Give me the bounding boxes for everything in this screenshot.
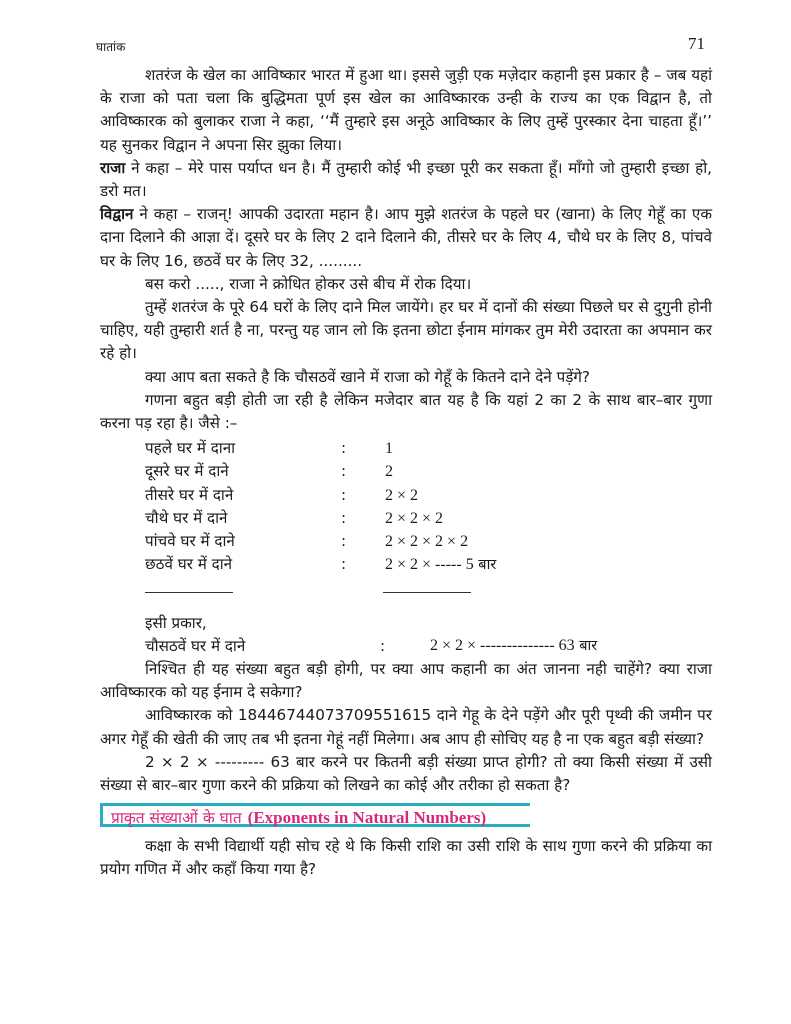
blank-line — [383, 582, 471, 593]
section-heading-box — [100, 803, 530, 827]
paragraph-intro: शतरंज के खेल का आविष्कार भारत में हुआ था। इससे जुड़ी एक मज़ेदार कहानी इस प्रकार है – जब यहां के राजा को पता चला कि बुद्धिमता पूर्ण इस खेल का आविष्कारक उन्ही के राज्य का एक विद्वान है, तो आविष्कारक को बुलाकर राजा ने कहा, ‘‘मैं तुम्हारे इस अनूठे आविष्कार के लिए तुम्हें पुरस्कार देना चाहता हूँ।’’ यह सुनकर विद्वान ने अपना सिर झुका लिया। — [100, 66, 712, 154]
scholar-speech: ने कहा – राजन्! आपकी उदारता महान है। आप मुझे शतरंज के पहले घर (खाना) के लिए गेहूँ का एक दाना दिलाने की आज्ञा दें। दूसरे घर के लिए 2 दाने दिलाने की, तीसरे घर के लिए 4, चौथे घर के लिए 8, पांचवे घर के लिए 16, छठवें घर के लिए 32, ......... — [100, 205, 712, 270]
speaker-king: राजा — [100, 158, 126, 177]
table-row: पांचवे घर में दाने : 2 × 2 × 2 × 2 — [145, 532, 469, 550]
chapter-title: घातांक — [96, 40, 126, 54]
table-row-last: चौसठवें घर में दाने : 2 × 2 × -------------- 63 बार — [145, 636, 598, 655]
king-speech: ने कहा – मेरे पास पर्याप्त धन है। मैं तुम्हारी कोई भी इच्छा पूरी कर सकता हूँ। माँगो जो तुम्हारी इच्छा हो, डरो मत। — [100, 158, 712, 201]
paragraph-calculation: गणना बहुत बड़ी होती जा रही है लेकिन मजेदार बात यह है कि यहां 2 का 2 के साथ बार–बार गुणा करना पड़ रहा है। जैसे :– — [100, 390, 712, 433]
blank-line — [145, 582, 233, 593]
grain-table — [145, 437, 712, 576]
section-heading-hindi: प्राकृत संख्याओं के घात — [111, 809, 242, 828]
table-row: छठवें घर में दाने : 2 × 2 × ----- 5 बार — [145, 555, 497, 574]
similarly-text: इसी प्रकार, — [145, 613, 207, 632]
paragraph-king — [100, 157, 712, 203]
paragraph-scholar — [100, 203, 712, 273]
page-body — [100, 64, 712, 882]
table-row: पहले घर में दाना : 1 — [145, 439, 393, 458]
page-number: 71 — [688, 34, 705, 53]
paragraph-big-number: आविष्कारक को 18446744073709551615 दाने गेहू के देने पड़ेंगे और पूरी पृथ्वी की जमीन पर अगर गेहूँ की खेती की जाए तब भी इतना गेहूं नहीं मिलेगा। अब आप ही सोचिए यह है ना एक बहुत बड़ी संख्या? — [100, 706, 712, 748]
blank-lines — [145, 576, 712, 599]
section-heading — [100, 803, 712, 829]
table-row: चौथे घर में दाने : 2 × 2 × 2 — [145, 508, 444, 527]
paragraph-condition: तुम्हें शतरंज के पूरे 64 घरों के लिए दाने मिल जायेंगे। हर घर में दानों की संख्या पिछले घर से दुगुनी होनी चाहिए, यही तुम्हारी शर्त है ना, परन्तु यह जान लो कि इतना छोटा ईनाम मांगकर तुम मेरी उदारता का अपमान कर रहे हो। — [100, 298, 712, 363]
paragraph-stop: बस करो ....., राजा ने क्रोधित होकर उसे बीच में रोक दिया। — [145, 274, 472, 293]
paragraph-question: क्या आप बता सकते है कि चौसठवें खाने में राजा को गेहूँ के कितने दाने देने पड़ेंगे? — [145, 367, 590, 386]
table-row: तीसरे घर में दाने : 2 × 2 — [145, 485, 419, 504]
speaker-scholar: विद्वान — [100, 205, 134, 224]
paragraph-conclusion: निश्चित ही यह संख्या बहुत बड़ी होगी, पर क्या आप कहानी का अंत जानना नही चाहेंगे? क्या राजा आविष्कारक को यह ईनाम दे सकेगा? — [100, 659, 712, 702]
table-row: दूसरे घर में दाने : 2 — [145, 462, 393, 481]
section-heading-english: (Exponents in Natural Numbers) — [247, 808, 487, 828]
paragraph-repeated-multiplication: 2 × 2 × --------- 63 बार करने पर कितनी बड़ी संख्या प्राप्त होगी? तो क्या किसी संख्या में उसी संख्या से बार–बार गुणा करने की प्रक्रिया को लिखने का कोई और तरीका हो सकता है? — [100, 752, 712, 794]
paragraph-class-students: कक्षा के सभी विद्यार्थी यही सोच रहे थे कि किसी राशि का उसी राशि के साथ गुणा करने की प्रक्रिया का प्रयोग गणित में और कहाँ किया गया है? — [100, 837, 712, 879]
